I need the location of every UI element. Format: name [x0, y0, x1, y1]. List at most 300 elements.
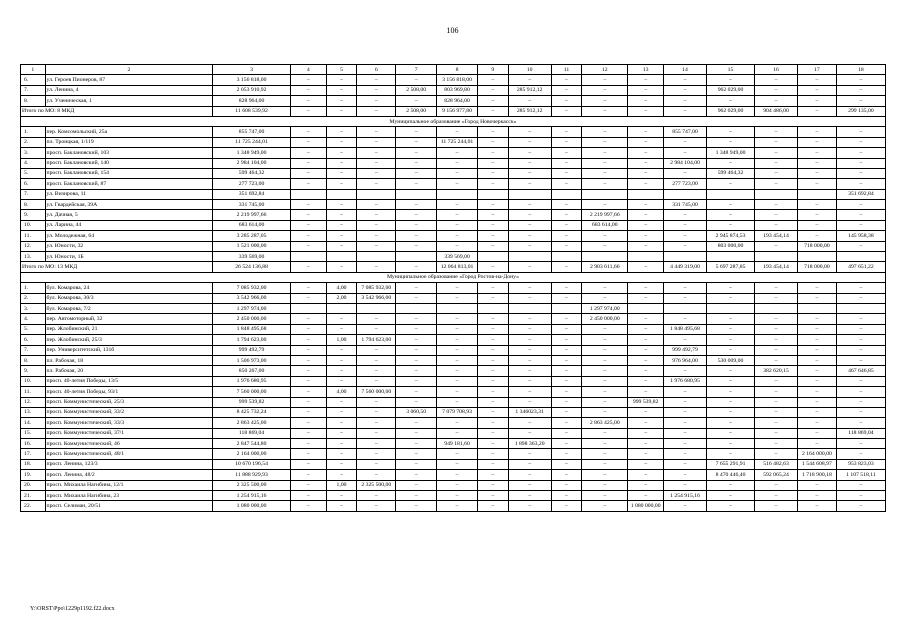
value-cell: – [396, 439, 437, 449]
value-cell: – [477, 418, 508, 428]
subtotal-value-cell: – [628, 106, 664, 116]
value-cell: – [797, 137, 836, 147]
table-row [21, 85, 886, 95]
value-cell: – [477, 449, 508, 459]
value-cell: – [357, 314, 396, 324]
value-cell: – [477, 314, 508, 324]
value-cell: – [396, 168, 437, 178]
value-cell [706, 189, 754, 199]
value-cell: – [290, 85, 326, 95]
value-cell: – [357, 168, 396, 178]
value-cell: – [582, 200, 628, 210]
value-cell: – [628, 470, 664, 480]
row-number-cell: 14. [21, 418, 46, 428]
value-cell: – [797, 397, 836, 407]
table-row [21, 397, 886, 407]
total-cost-cell: 1 254 915,16 [213, 491, 291, 501]
value-cell: – [326, 96, 357, 106]
value-cell: – [437, 355, 478, 365]
value-cell: – [836, 501, 885, 511]
row-number-cell: 21. [21, 491, 46, 501]
value-cell: – [290, 210, 326, 220]
value-cell: – [396, 470, 437, 480]
value-cell: – [357, 210, 396, 220]
value-cell: – [836, 397, 885, 407]
value-cell: – [706, 491, 754, 501]
value-cell: – [628, 459, 664, 469]
value-cell [357, 252, 396, 262]
subtotal-value-cell: – [290, 262, 326, 272]
value-cell: – [628, 314, 664, 324]
value-cell: 193 454,14 [755, 231, 798, 241]
address-cell: просп. Коммунистический, 33/3 [45, 418, 213, 428]
column-number-header: 16 [755, 65, 798, 75]
page-number: 106 [446, 26, 459, 35]
value-cell: – [508, 366, 551, 376]
value-cell: – [551, 127, 582, 137]
value-cell: – [477, 200, 508, 210]
value-cell: – [396, 200, 437, 210]
value-cell: – [551, 283, 582, 293]
value-cell: – [326, 459, 357, 469]
value-cell [755, 252, 798, 262]
value-cell: – [797, 127, 836, 137]
value-cell: – [326, 355, 357, 365]
row-number-cell: 5. [21, 168, 46, 178]
total-cost-cell: 331 745,00 [213, 200, 291, 210]
value-cell: – [836, 75, 885, 85]
value-cell: – [477, 283, 508, 293]
value-cell: – [551, 96, 582, 106]
value-cell: – [326, 366, 357, 376]
row-number-cell: 8. [21, 96, 46, 106]
address-cell: ул. Героев Пионеров, 87 [45, 75, 213, 85]
table-row [21, 168, 886, 178]
value-cell: – [396, 366, 437, 376]
value-cell: – [582, 491, 628, 501]
value-cell: – [290, 314, 326, 324]
value-cell: – [508, 470, 551, 480]
value-cell: – [357, 459, 396, 469]
value-cell: – [628, 449, 664, 459]
value-cell: – [628, 283, 664, 293]
subtotal-value-cell: 193 454,14 [755, 262, 798, 272]
value-cell: – [551, 231, 582, 241]
value-cell: 2 984 104,00 [664, 158, 707, 168]
value-cell: – [582, 231, 628, 241]
table-row [21, 210, 886, 220]
value-cell: – [290, 449, 326, 459]
value-cell: – [628, 179, 664, 189]
row-number-cell: 12. [21, 241, 46, 251]
value-cell: – [797, 314, 836, 324]
value-cell: – [836, 387, 885, 397]
value-cell: – [628, 324, 664, 334]
table-row [21, 148, 886, 158]
value-cell: – [628, 345, 664, 355]
total-cost-cell: 11 725 244,01 [213, 137, 291, 147]
value-cell: – [551, 324, 582, 334]
value-cell: – [706, 407, 754, 417]
value-cell: – [551, 449, 582, 459]
value-cell: – [582, 158, 628, 168]
value-cell: – [477, 459, 508, 469]
value-cell: – [582, 335, 628, 345]
value-cell: – [477, 127, 508, 137]
value-cell: – [326, 179, 357, 189]
table-row [21, 480, 886, 490]
value-cell: – [396, 449, 437, 459]
value-cell: – [437, 168, 478, 178]
value-cell [437, 189, 478, 199]
value-cell: – [357, 241, 396, 251]
value-cell: – [437, 293, 478, 303]
address-cell: пер. Комсомольский, 25а [45, 127, 213, 137]
value-cell: – [326, 439, 357, 449]
total-cost-cell: 999 539,82 [213, 397, 291, 407]
subtotal-value-cell: – [357, 262, 396, 272]
value-cell [628, 303, 664, 313]
value-cell: – [290, 293, 326, 303]
value-cell [551, 189, 582, 199]
value-cell: – [797, 179, 836, 189]
repair-costs-table-container [20, 64, 886, 512]
value-cell: – [628, 158, 664, 168]
value-cell: – [551, 407, 582, 417]
value-cell: – [477, 439, 508, 449]
value-cell: – [836, 314, 885, 324]
total-cost-cell: 2 984 104,00 [213, 158, 291, 168]
row-number-cell: 2. [21, 137, 46, 147]
value-cell: – [797, 85, 836, 95]
value-cell: – [551, 366, 582, 376]
value-cell: – [664, 428, 707, 438]
municipality-section-row [21, 272, 886, 282]
value-cell: – [582, 96, 628, 106]
value-cell [477, 189, 508, 199]
value-cell: – [755, 397, 798, 407]
value-cell: – [357, 231, 396, 241]
subtotal-value-cell: 904 486,00 [755, 106, 798, 116]
value-cell: – [508, 148, 551, 158]
subtotal-value-cell: – [477, 262, 508, 272]
value-cell: – [290, 355, 326, 365]
row-number-cell: 10. [21, 220, 46, 230]
value-cell: – [755, 148, 798, 158]
value-cell: – [437, 345, 478, 355]
address-cell: просп. Михаила Нагибина, 23 [45, 491, 213, 501]
value-cell: 1 080 000,00 [628, 501, 664, 511]
value-cell: – [755, 449, 798, 459]
address-cell: просп. Михаила Нагибина, 12/1 [45, 480, 213, 490]
value-cell: – [396, 293, 437, 303]
subtotal-value-cell: 5 697 287,85 [706, 262, 754, 272]
value-cell: – [357, 137, 396, 147]
address-cell: бул. Комарова, 24 [45, 283, 213, 293]
address-cell: пл. Рабочая, 20 [45, 366, 213, 376]
value-cell: – [326, 220, 357, 230]
value-cell: – [357, 470, 396, 480]
value-cell: – [290, 200, 326, 210]
total-cost-cell: 2 450 000,00 [213, 314, 291, 324]
value-cell: – [582, 179, 628, 189]
column-number-header: 13 [628, 65, 664, 75]
address-cell: ул. Гвардейская, 39А [45, 200, 213, 210]
value-cell: 516 482,63 [755, 459, 798, 469]
value-cell: – [797, 335, 836, 345]
table-row [21, 127, 886, 137]
address-cell: ул. Ленина, 4 [45, 85, 213, 95]
value-cell: – [477, 148, 508, 158]
value-cell: 2,00 [326, 293, 357, 303]
value-cell: – [290, 283, 326, 293]
value-cell: – [290, 428, 326, 438]
value-cell: – [477, 335, 508, 345]
value-cell: – [396, 355, 437, 365]
value-cell: – [508, 75, 551, 85]
value-cell: – [797, 439, 836, 449]
value-cell: – [437, 231, 478, 241]
address-cell: ул. Дачная, 5 [45, 210, 213, 220]
total-cost-cell: 1 794 623,00 [213, 335, 291, 345]
column-number-header: 2 [45, 65, 213, 75]
value-cell: – [582, 376, 628, 386]
row-number-cell: 19. [21, 470, 46, 480]
value-cell: – [357, 345, 396, 355]
table-row [21, 324, 886, 334]
column-number-header: 5 [326, 65, 357, 75]
value-cell: – [437, 127, 478, 137]
value-cell: 803 000,00 [706, 241, 754, 251]
value-cell: – [508, 480, 551, 490]
value-cell: – [706, 439, 754, 449]
value-cell: – [797, 407, 836, 417]
value-cell: – [290, 127, 326, 137]
column-number-header: 4 [290, 65, 326, 75]
address-cell: просп. Коммунистический, 25/3 [45, 397, 213, 407]
value-cell: – [706, 179, 754, 189]
table-row [21, 407, 886, 417]
value-cell: – [582, 387, 628, 397]
value-cell: – [508, 158, 551, 168]
subtotal-value-cell: – [396, 262, 437, 272]
value-cell: – [664, 480, 707, 490]
value-cell: 1 348 949,00 [706, 148, 754, 158]
value-cell: – [437, 210, 478, 220]
value-cell: – [628, 85, 664, 95]
value-cell: – [508, 220, 551, 230]
value-cell: – [836, 491, 885, 501]
value-cell: – [326, 148, 357, 158]
value-cell: – [326, 75, 357, 85]
column-number-header: 7 [396, 65, 437, 75]
address-cell: просп. Коммунистический, 48/1 [45, 449, 213, 459]
address-cell: просп. Баклановский, 103 [45, 148, 213, 158]
total-cost-cell: 1 506 973,00 [213, 355, 291, 365]
value-cell [797, 303, 836, 313]
value-cell: – [582, 439, 628, 449]
value-cell: – [797, 200, 836, 210]
value-cell: – [755, 220, 798, 230]
subtotal-value-cell: – [582, 106, 628, 116]
total-cost-cell: 2 863 425,00 [213, 418, 291, 428]
subtotal-label: Итого по МО: 13 МКД [21, 262, 213, 272]
value-cell: – [797, 480, 836, 490]
value-cell: – [551, 418, 582, 428]
value-cell: 467 646,85 [836, 366, 885, 376]
value-cell: – [357, 85, 396, 95]
total-cost-cell: 351 692,84 [213, 189, 291, 199]
repair-costs-table [20, 64, 886, 512]
value-cell: – [290, 470, 326, 480]
value-cell: – [628, 127, 664, 137]
value-cell: – [508, 501, 551, 511]
row-number-cell: 6. [21, 335, 46, 345]
value-cell: 339 569,00 [437, 252, 478, 262]
subtotal-value-cell: 4 449 319,00 [664, 262, 707, 272]
value-cell: – [797, 366, 836, 376]
value-cell: – [326, 210, 357, 220]
value-cell: – [508, 96, 551, 106]
value-cell: – [582, 283, 628, 293]
address-cell: ул. Юности, 32 [45, 241, 213, 251]
table-row [21, 345, 886, 355]
table-row [21, 220, 886, 230]
value-cell: – [396, 158, 437, 168]
value-cell: – [508, 449, 551, 459]
value-cell: – [290, 439, 326, 449]
subtotal-value-cell: 12 064 813,01 [437, 262, 478, 272]
value-cell: – [551, 220, 582, 230]
value-cell: – [326, 407, 357, 417]
total-cost-cell: 8 425 732,24 [213, 407, 291, 417]
value-cell: – [755, 179, 798, 189]
municipality-section-row [21, 116, 886, 126]
subtotal-value-cell: – [357, 106, 396, 116]
table-row [21, 241, 886, 251]
value-cell: – [357, 179, 396, 189]
value-cell: 7 655 291,91 [706, 459, 754, 469]
row-number-cell: 1. [21, 127, 46, 137]
value-cell: 4,00 [326, 283, 357, 293]
address-cell: просп. Ленина, 123/3 [45, 459, 213, 469]
value-cell: 2 164 000,00 [797, 449, 836, 459]
value-cell: – [326, 491, 357, 501]
total-cost-cell: 3 285 287,05 [213, 231, 291, 241]
value-cell: – [551, 387, 582, 397]
value-cell [551, 303, 582, 313]
value-cell: – [755, 75, 798, 85]
table-row [21, 366, 886, 376]
value-cell: 1 718 900,18 [797, 470, 836, 480]
value-cell: – [664, 501, 707, 511]
value-cell: – [396, 335, 437, 345]
value-cell: – [508, 168, 551, 178]
value-cell [508, 252, 551, 262]
value-cell: – [396, 491, 437, 501]
value-cell: – [628, 200, 664, 210]
value-cell: 953 823,03 [836, 459, 885, 469]
value-cell: – [628, 293, 664, 303]
value-cell [582, 252, 628, 262]
value-cell: – [508, 491, 551, 501]
value-cell: 382 620,15 [755, 366, 798, 376]
value-cell: – [582, 324, 628, 334]
value-cell: – [582, 148, 628, 158]
address-cell: просп. Коммунистический, 33/2 [45, 407, 213, 417]
value-cell: – [477, 158, 508, 168]
value-cell: – [797, 355, 836, 365]
value-cell [836, 252, 885, 262]
value-cell: – [437, 220, 478, 230]
value-cell: – [551, 75, 582, 85]
value-cell: – [477, 355, 508, 365]
value-cell: – [755, 418, 798, 428]
table-row [21, 189, 886, 199]
value-cell: 1 976 680,95 [664, 376, 707, 386]
value-cell: – [551, 376, 582, 386]
value-cell: 118 869,04 [836, 428, 885, 438]
value-cell: – [706, 501, 754, 511]
value-cell: 3 060,50 [396, 407, 437, 417]
address-cell: просп. Баклановский, 140 [45, 158, 213, 168]
table-row [21, 335, 886, 345]
value-cell: – [706, 293, 754, 303]
value-cell [706, 303, 754, 313]
value-cell: – [706, 387, 754, 397]
value-cell: – [326, 449, 357, 459]
row-number-cell: 6. [21, 179, 46, 189]
value-cell: – [551, 397, 582, 407]
value-cell: 1 544 608,97 [797, 459, 836, 469]
value-cell [797, 252, 836, 262]
table-row [21, 252, 886, 262]
column-number-header: 9 [477, 65, 508, 75]
total-cost-cell: 2 219 997,66 [213, 210, 291, 220]
value-cell: – [582, 407, 628, 417]
value-cell: 1 346023,31 [508, 407, 551, 417]
value-cell: – [582, 85, 628, 95]
column-number-header: 3 [213, 65, 291, 75]
value-cell: – [755, 314, 798, 324]
value-cell: – [551, 293, 582, 303]
total-cost-cell: 1 348 949,00 [213, 148, 291, 158]
column-number-header: 1 [21, 65, 46, 75]
value-cell: – [508, 283, 551, 293]
value-cell: 2 325 500,00 [357, 480, 396, 490]
value-cell: – [437, 283, 478, 293]
value-cell: – [664, 283, 707, 293]
value-cell: – [477, 480, 508, 490]
value-cell [396, 252, 437, 262]
value-cell: 1,00 [326, 480, 357, 490]
value-cell: – [706, 480, 754, 490]
value-cell: – [508, 376, 551, 386]
value-cell: – [664, 96, 707, 106]
value-cell [664, 189, 707, 199]
value-cell: – [290, 501, 326, 511]
row-number-cell: 13. [21, 252, 46, 262]
value-cell: – [290, 179, 326, 189]
value-cell: – [836, 241, 885, 251]
value-cell: – [797, 75, 836, 85]
value-cell [628, 252, 664, 262]
row-number-cell: 8. [21, 355, 46, 365]
total-cost-cell: 1 521 000,00 [213, 241, 291, 251]
value-cell: – [551, 335, 582, 345]
value-cell: – [664, 397, 707, 407]
subtotal-value-cell: 2 903 611,66 [582, 262, 628, 272]
